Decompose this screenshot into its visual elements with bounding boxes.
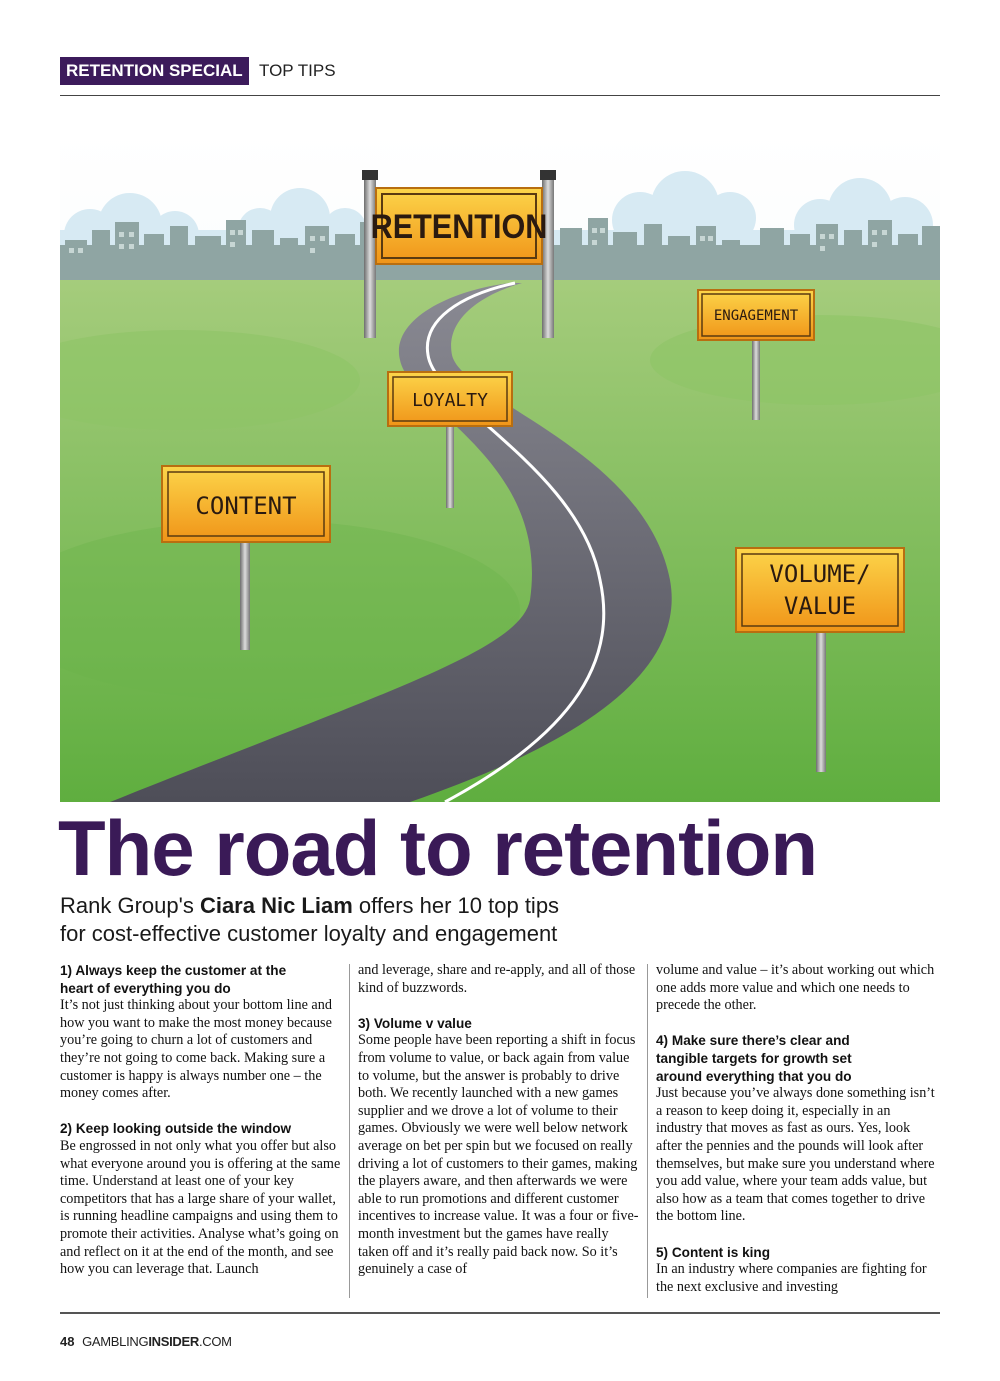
tip-1-body: It’s not just thinking about your bottom line and how you want to make the most money because you’re going to churn a lot of customers and they’re not going to come back. Making sure a customer is happy is always number one – the money comes after. (60, 997, 332, 1102)
standfirst-intro: Rank Group's (60, 893, 200, 918)
article-column-2 (358, 962, 640, 1279)
engagement-sign-text: ENGAGEMENT (713, 308, 799, 324)
section-header (60, 57, 940, 96)
article-column-1 (60, 962, 342, 1279)
site-name-part3: .COM (198, 1334, 232, 1349)
tip-5-heading: 5) Content is king (656, 1244, 771, 1260)
tip-3-continued: volume and value – it’s about working out which one adds more value and which one needs to precede the other. (656, 962, 935, 1014)
tip-2-heading: 2) Keep looking outside the window (60, 1121, 292, 1137)
road-illustration (60, 130, 940, 802)
loyalty-sign-text: LOYALTY (412, 390, 488, 411)
standfirst (60, 892, 940, 948)
article-column-3 (656, 962, 938, 1296)
section-label: RETENTION SPECIAL (60, 57, 249, 85)
site-name-part1: GAMBLING (82, 1334, 149, 1349)
headline: The road to retention (58, 804, 817, 892)
column-divider-2 (647, 964, 648, 1298)
tip-2-body: Be engrossed in not only what you offer but also what everyone around you is offering at the same time. Understand at least one of your key competitors that has a large share of your wallet, is running headline campaigns and using them to promote their activities. Analyse what’s going on and reflect on it at the end of the month, and see how you can leverage that. Launch (60, 1137, 341, 1278)
footer-rule (60, 1312, 940, 1314)
tip-1-heading: 1) Always keep the customer at the heart of everything you do (60, 963, 287, 996)
volume-sign-text-line2: VALUE (783, 592, 857, 620)
tip-4-heading: 4) Make sure there’s clear and tangible targets for growth set around everything that you do (656, 1033, 852, 1084)
subsection-label: TOP TIPS (259, 61, 336, 80)
tip-3-heading: 3) Volume v value (358, 1015, 472, 1031)
site-name-part2: INSIDER (148, 1334, 199, 1349)
page-footer (60, 1334, 232, 1349)
tip-3-body: Some people have been reporting a shift in focus from volume to value, or back again from value to volume, but the answer is probably to drive both. We recently launched with a new games supplier and we drove a lot of volume to their games. Obviously we were well below network average on bet per spin but we focused on really driving a lot of customers to their games, making the players aware, and then afterwards we were able to run promotions and different customer incentives to increase value. It was a four or five-month investment but the games have really taken off and it’s really paid back now. So it’s genuinely a case of (358, 1032, 639, 1278)
standfirst-line1-end: offers her 10 top tips (352, 893, 560, 918)
author-name: Ciara Nic Liam (199, 893, 353, 918)
standfirst-line2: for cost-effective customer loyalty and engagement (60, 921, 558, 946)
retention-sign-text: RETENTION (370, 207, 548, 246)
column-divider-1 (349, 964, 350, 1298)
tip-2-continued: and leverage, share and re-apply, and all of those kind of buzzwords. (358, 962, 636, 996)
content-sign-text: CONTENT (195, 492, 297, 520)
tip-5-body: In an industry where companies are fighting for the next exclusive and investing (656, 1261, 927, 1295)
volume-sign-text-line1: VOLUME/ (769, 560, 871, 588)
page-number: 48 (60, 1334, 75, 1349)
tip-4-body: Just because you’ve always done something isn’t a reason to keep doing it, especially in an industry that moves as fast as ours. Yes, look after the pennies and the pounds will look after themselves, but make sure you understand where you add value, where your team adds value, but also how as a team that comes together to drive the bottom line. (656, 1085, 935, 1225)
